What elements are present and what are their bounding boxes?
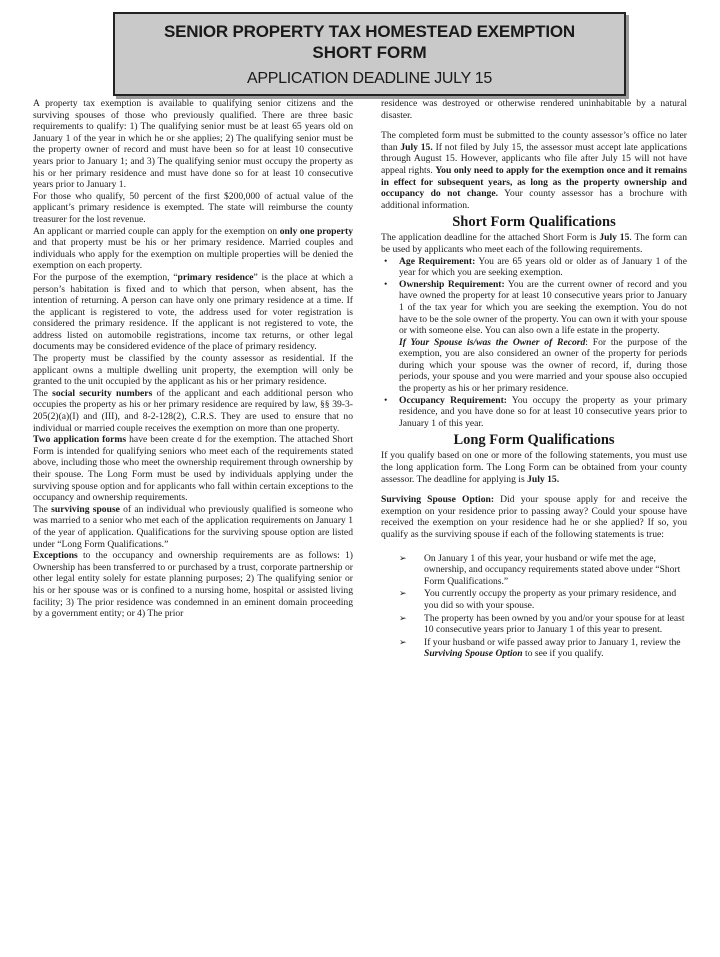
arrow-bullet-icon: ➢ — [399, 612, 407, 623]
short-form-intro: The application deadline for the attached Short Form is July 15. The form can be used by applicants who meet each of the following requirements. — [381, 232, 687, 255]
bullet-icon: • — [384, 255, 388, 267]
form-subtitle: SHORT FORM — [312, 43, 427, 62]
list-item: ➢ On January 1 of this year, your husband or wife met the age, ownership, and occupancy requirements stated above under “Short Form Qualifications.” — [399, 552, 681, 587]
note-label: If Your Spouse is/was the Owner of Record — [399, 336, 586, 348]
surviving-spouse-paragraph: The surviving spouse of an individual who previously qualified is someone who was married to a senior who met each of the application requirements on January 1 of the year of application. Qualifications for the surviving spouse option are listed under “Long Form Qualifications.” — [33, 503, 353, 550]
emphasis-text: July 15. — [400, 141, 433, 153]
option-label: Surviving Spouse Option: — [381, 494, 495, 506]
list-item: ➢ You currently occupy the property as your primary residence, and you did so with your spouse. — [399, 588, 677, 611]
long-form-intro: If you qualify based on one or more of the following statements, you must use the long application form. The Long Form can be obtained from your county assessor. The deadline for applying is July 15. — [381, 450, 687, 485]
exceptions-paragraph: Exceptions to the occupancy and ownership requirements are as follows: 1) Ownership has been transferred to or purchased by a trust, corporate partnership or other legal entity solely for estate planning purposes; 2) The qualifying senior or his or her spouse was or is confined to a nursing home, hospital or assisted living facility; 3) The prior residence was condemned in an eminent domain proceeding by a government entity; or 4) The prior — [33, 550, 353, 620]
list-item: • Occupancy Requirement: You occupy the property as your primary residence, and you have done so for at least 10 consecutive years prior to January 1 of this year. — [384, 394, 688, 429]
emphasis-text: July 15. — [527, 473, 560, 485]
requirement-label: Ownership Requirement: — [399, 278, 505, 290]
form-title: SENIOR PROPERTY TAX HOMESTEAD EXEMPTION — [164, 22, 575, 41]
left-column — [33, 98, 353, 620]
application-forms-paragraph: Two application forms have been create d for the exemption. The attached Short Form is intended for qualifying seniors who meet each of the requirements stated above, including those who meet the ownership requirement through ownership by their spouse. The Long Form must be used by individuals applying under the surviving spouse option and for applicants who fall within certain exceptions to the occupancy and ownership requirements. — [33, 434, 354, 504]
list-item: • Ownership Requirement: You are the current owner of record and you have owned the property for at least 10 consecutive years prior to January 1 of the tax year for which you are seeking the exemption. You do not have to be the sole owner of the property. You can own it with your spouse or with someone else. You can also own a life estate in the property. If Your Spouse is/was the Owner of Record: For the purpose of the exemption, you are also considered an owner of the property for periods during which your spouse was the owner of record, if, during those periods, your spouse and you were married and your spouse also occupied the property as his or her primary residence. — [384, 278, 688, 395]
list-item: ➢ If your husband or wife passed away prior to January 1, review the Surviving Spouse Option to see if you qualify. — [399, 636, 681, 660]
long-form-heading: Long Form Qualifications — [453, 432, 615, 449]
emphasis-text: Two application forms — [33, 434, 127, 446]
emphasis-text: primary residence — [177, 271, 254, 283]
arrow-bullet-icon: ➢ — [399, 552, 407, 563]
list-item: ➢ The property has been owned by you and/or your spouse for at least 10 consecutive years prior to January 1 of this year to present. — [399, 612, 685, 636]
emphasis-text: July 15 — [599, 232, 630, 244]
intro-paragraph: A property tax exemption is available to qualifying senior citizens and the surviving spouses of those who previously qualified. There are three basic requirements to qualify: 1) The qualifying senior must be at least 65 years old on January 1 of the year in which he or she applies; 2) The qualifying senior must be the property owner of record and must have been so for at least 10 consecutive years prior to January 1; and 3) The qualifying senior must occupy the property as his or her primary residence and must have done so for at least 10 consecutive years prior to January 1. — [33, 98, 353, 191]
bullet-icon: • — [384, 278, 388, 290]
arrow-bullet-icon: ➢ — [399, 588, 407, 599]
title-banner — [113, 12, 626, 96]
arrow-bullet-icon: ➢ — [399, 636, 407, 647]
requirements-list — [381, 256, 687, 430]
list-item: • Age Requirement: You are 65 years old or older as of January 1 of the year for which you are seeking exemption. — [384, 255, 687, 279]
continuation-paragraph: residence was destroyed or otherwise rendered uninhabitable by a natural disaster. — [381, 98, 687, 121]
classification-paragraph: The property must be classified by the county assessor as residential. If the applicant owns a multiple dwelling unit property, the exemption will only be granted to the unit occupied by the applicant as his or her primary residence. — [33, 353, 353, 388]
benefit-paragraph: For those who qualify, 50 percent of the first $200,000 of actual value of the applicant’s primary residence is exempted. The state will reimburse the county treasurer for the lost revenue. — [33, 190, 353, 225]
short-form-heading: Short Form Qualifications — [452, 214, 616, 231]
surviving-spouse-option: Surviving Spouse Option: Did your spouse apply for and receive the exemption on your residence prior to passing away? Could your spouse have received the exemption on your residence had he or she applied? If so, you qualify as the surviving spouse if each of the following statements is true: — [381, 494, 687, 540]
submission-paragraph: The completed form must be submitted to the county assessor’s office no later than July 15. If not filed by July 15, the assessor must accept late applications through August 15. However, applicants who file after July 15 will not have appeal rights. You only need to apply for the exemption once and it remains in effect for subsequent years, as long as the property ownership and occupancy do not change. Your county assessor has a brochure with additional information. — [381, 130, 687, 211]
emphasis-text: Exceptions — [33, 550, 78, 562]
one-property-paragraph: An applicant or married couple can apply for the exemption on only one property and that property must be his or her primary residence. Married couples and individuals who apply for the exemption on multiple properties will be denied the exemption on each property. — [33, 225, 354, 272]
ssn-paragraph: The social security numbers of the applicant and each additional person who occupies the property as his or her primary residence are required by law, §§ 39-3-205(2)(a)(I) and (III), and 8-2-128(2), C.R.S. They are used to ensure that no individual or married couple receives the exemption on more than one property. — [33, 387, 353, 434]
right-column — [381, 98, 687, 661]
requirement-label: Age Requirement: — [399, 255, 476, 267]
emphasis-text: You only need to apply for the exemption once and it remains in effect for subsequent years, as long as the property ownership and occupancy do not change. — [381, 164, 687, 200]
primary-residence-paragraph: For the purpose of the exemption, “primary residence” is the place at which a person’s habitation is fixed and to which that person, when absent, has the intention of returning. A person can have only one primary residence at a time. If the applicant is registered to vote, the address used for voter registration is considered the primary residence. If the applicant is not registered to vote, the address listed on automobile registrations, income tax returns, or other legal documents may be considered evidence of the place of primary residency. — [33, 271, 353, 353]
emphasis-text: only one property — [279, 225, 354, 237]
emphasis-text: surviving spouse — [51, 503, 120, 515]
emphasis-text: Surviving Spouse Option — [424, 648, 523, 660]
bullet-icon: • — [384, 394, 388, 406]
conditions-list — [381, 553, 687, 660]
deadline-heading: APPLICATION DEADLINE JULY 15 — [246, 70, 493, 87]
emphasis-text: social security numbers — [52, 387, 153, 399]
requirement-label: Occupancy Requirement: — [399, 394, 507, 406]
spouse-owner-note: If Your Spouse is/was the Owner of Record: For the purpose of the exemption, you are also considered an owner of the property for periods during which your spouse was the owner of record, if, during those periods, your spouse and you were married and your spouse also occupied the property as his or her primary residence. — [399, 336, 688, 395]
